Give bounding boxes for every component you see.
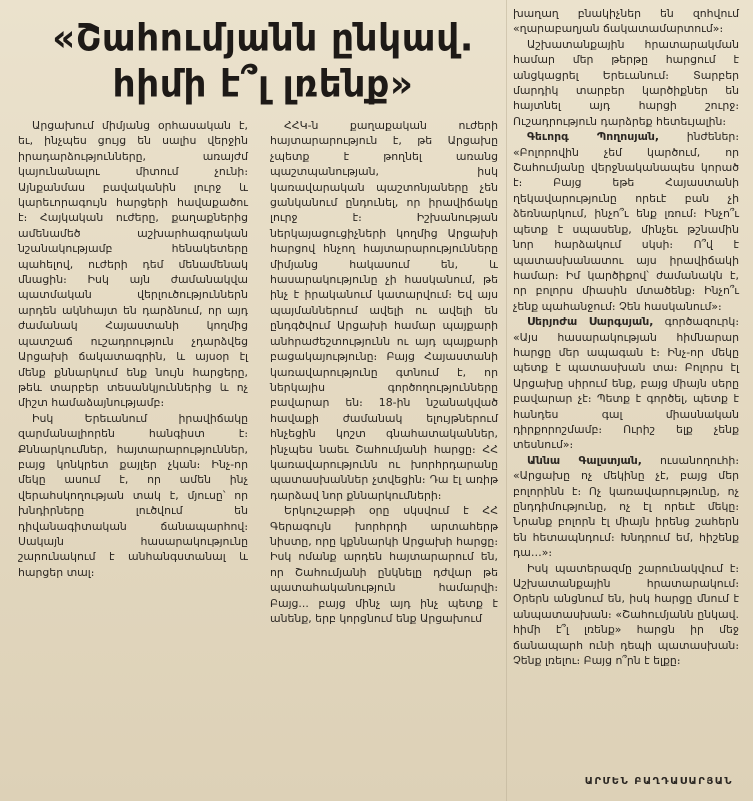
column-3 xyxy=(513,6,739,801)
speaker-2: Սերյոժա Սարգսյան, xyxy=(527,315,654,329)
quote-1-text: ինժեներ։ «Բոլորովին չեմ կարծում, որ Շահումյանը վերջնականապես կորած է։ Բայց եթե Հայաստանի ղեկավարությունը որեւէ բան չի ձեռնարկում, ինչո՞ւ ենք լռում։ Ինչո՞ւ պետք է սպասենք, մինչեւ թշնամին նոր հարձակում սկսի։ Ո՞վ է պատասխանատու այս իրավիճակի համար։ Իմ կարծիքով՝ ժամանակն է, որ բոլորս միասին մտածենք։ Ինչո՞ւ չենք պահանջում։ Չեն հասկանում»։ xyxy=(513,130,739,313)
col2-paragraph-2: Երկուշաբթի օրը սկսվում է ՀՀ Գերագույն խորհրդի արտահերթ նիստը, որը կքննարկի Արցախի հարցը։ Իսկ ոմանք արդեն հայտարարում են, որ Շահումյանի ընկնելը դժվար թե պատահականություն համարվի։ Բայց... բայց մինչ այդ ինչ պետք է անենք, երբ կորցնում ենք Արցախում xyxy=(270,504,498,625)
column-divider xyxy=(506,0,507,801)
author-signature: ԱՐՄԵՆ ԲԱՂԴԱՍԱՐՅԱՆ xyxy=(584,776,733,787)
quote-2-text: գործազուրկ։ «Այս հասարակության հիմնարար հարցը մեր ապագան է։ Ինչ-որ մեկը պետք է պատասխան տա։ Բոլորս էլ Արցախը սիրում ենք, բայց միայն սերը բավարար չէ։ Պետք է գործել, պետք է հանդես գալ միասնական դիրքորոշմամբ։ Ուրիշ ելք չենք տեսնում»։ xyxy=(513,315,739,452)
col3-paragraph-3: Իսկ պատերազմը շարունակվում է։ Աշխատանքային հրատարակում։ Օրերն անցնում են, իսկ հարցը մնում է անպատասխան։ «Շահումյանն ընկավ. հիմի է՞լ լռենք» հարցն իր մեջ ճանապարհ ունի դեպի պատասխան։ Չենք լռելու։ Բայց ո՞րն է ելքը։ xyxy=(513,561,739,668)
col3-paragraph-1: խաղաղ բնակիչներ են զոհվում «ղարաբաղյան ճակատամարտում»։ xyxy=(513,7,739,36)
quote-3-text: ուսանողուհի։ «Արցախը ոչ մեկինը չէ, բայց մեր բոլորինն է։ Ոչ կառավարությունը, ոչ ընդդիմությունը, ոչ էլ որեւէ մեկը։ Նրանք բոլորն էլ միայն իրենց շահերն են հետապնդում։ Խնդրում եմ, հիշենք դա…»։ xyxy=(513,453,739,560)
article-headline: «Շահումյանն ընկավ. հիմի է՞լ լռենք» xyxy=(52,16,474,107)
speaker-1: Գեւորգ Պողոսյան, xyxy=(527,130,660,144)
col2-paragraph-1: ՀՀԿ-ն քաղաքական ուժերի հայտարարություն է, թե Արցախը չպետք է թողնել առանց պաշտպանության, իսկ կառավարական պաշտոնյաները չեն ցանկանում ընդունել, որ իրավիճակը լուրջ է։ Իշխանության ներկայացուցիչների կողմից Արցախի հարցով հնչող հայտարարությունները միմյանց հակասում են, և հասարակությունը չի հասկանում, թե ինչ է իրականում կատարվում։ Եվ այս պայմաններում ավելի ու ավելի են ընդգծվում Արցախի համար պայքարի անհրաժեշտությունն ու այդ պայքարի բացակայությունը։ Բայց Հայաստանի կառավարությունը գտնում է, որ ներկայիս գործողությունները բավարար են։ 18-ին նշանակված հավաքի ժամանակ ելույթներում հնչեցին կոշտ գնահատականներ, ինչպես նաեւ Շահումյանի հարցը։ ՀՀ կառավարությունն ու խորհրդարանը պատասխաններ չտվեցին։ Դա էլ առիթ դարձավ նոր քննարկումների։ xyxy=(270,119,498,502)
quote-2 xyxy=(513,314,739,453)
col1-paragraph-1: Արցախում միմյանց օրհասական է, եւ, ինչպես ցույց են սալիս վերջին իրադարձությունները, առայժմ կայունանալու միտում չունի։ Այնքանմաս բավականին լուրջ և կարեւորագույն հարցերի հավաքածու է։ Հայկական ուժերը, քաղաքներից ամենամեծ աշխարհագրական նշանակությամբ հենակետերը պահելով, ուժերի դեմ մենամենակ մնացին։ Իսկ այն ժամանակվա պատմական վերլուծություններն արդեն ակնհայտ են դարձնում, որ այդ ժամանակ Հայաստանի կողմից պատշաճ ուշադրություն չդարձվեց Արցախի ճակատագրին, և այսօր էլ մենք քննարկում ենք նույն հարցերը, թեև տարբեր տեսանկյուններից և ոչ միշտ համաձայնությամբ։ xyxy=(18,119,248,410)
col3-paragraph-2: Աշխատանքային հրատարակման համար մեր թերթը հարցում է անցկացրել Երեւանում։ Տարբեր մարդիկ տարբեր կարծիքներ են հայտնել այդ հարցի շուրջ։ Ուշադրություն դարձրեք հետեւյալին։ xyxy=(513,37,739,128)
col1-paragraph-2: Իսկ Երեւանում իրավիճակը զարմանալիորեն հանգիստ է։ Քննարկումներ, հայտարարություններ, բայց կոնկրետ քայլեր չկան։ Ինչ-որ մեկը ասում է, որ ամեն ինչ վերահսկողության տակ է, մյուսը՝ որ խնդիրները լուծվում են դիվանագիտական ճանապարհով։ Սակայն հասարակությունը շարունակում է անհանգստանալ և հարցեր տալ։ xyxy=(18,411,248,579)
quote-3 xyxy=(513,453,739,561)
column-1 xyxy=(18,118,248,801)
speaker-3: Աննա Գալստյան, xyxy=(527,453,642,467)
quote-1 xyxy=(513,129,739,314)
column-2 xyxy=(270,118,498,801)
